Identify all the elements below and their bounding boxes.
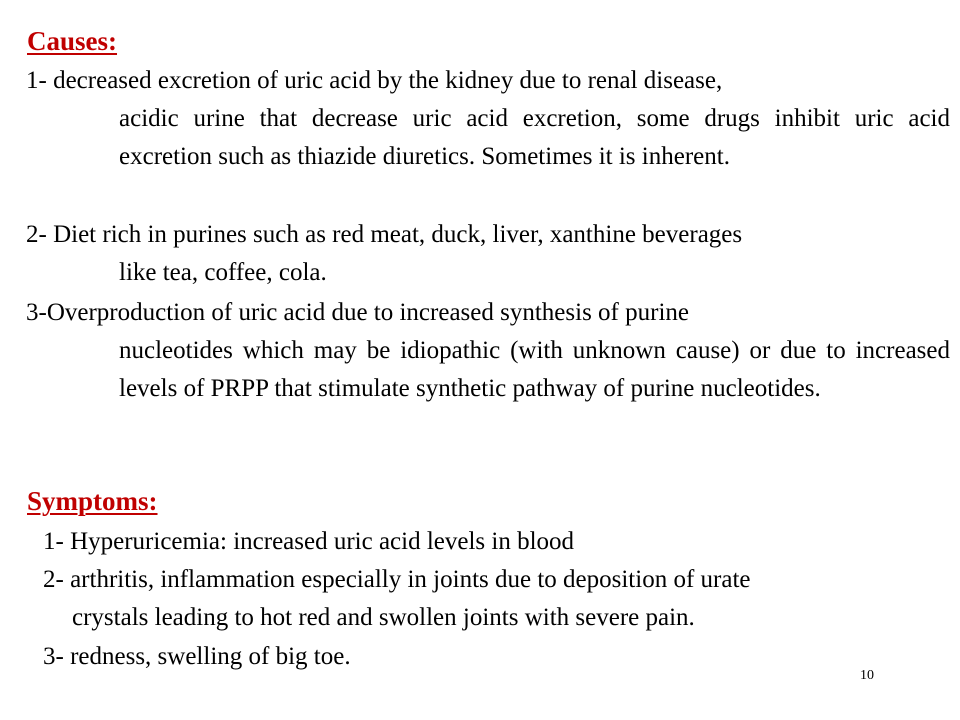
cause-item-3-lead: 3-Overproduction of uric acid due to increased synthesis of purine — [26, 299, 689, 326]
cause-item-1 — [26, 62, 950, 176]
cause-item-1-rest: acidic urine that decrease uric acid excretion, some drugs inhibit uric acid excretion such as thiazide diuretics. Sometimes it is inherent. — [119, 105, 950, 170]
cause-item-1-lead: 1- decreased excretion of uric acid by the kidney due to renal disease, — [26, 67, 723, 94]
cause-item-2-lead: 2- Diet rich in purines such as red meat, duck, liver, xanthine beverages — [26, 221, 743, 248]
symptom-item-2-rest: crystals leading to hot red and swollen joints with severe pain. — [72, 604, 695, 631]
cause-item-2-rest: like tea, coffee, cola. — [119, 259, 327, 286]
page-number: 10 — [860, 668, 874, 683]
symptom-item-3: 3- redness, swelling of big toe. — [43, 643, 351, 670]
cause-item-3-rest: nucleotides which may be idiopathic (with unknown cause) or due to increased levels of PRPP that stimulate synthetic pathway of purine nucleotides. — [119, 337, 950, 402]
symptom-item-1: 1- Hyperuricemia: increased uric acid levels in blood — [43, 528, 575, 555]
cause-item-3 — [26, 294, 950, 408]
causes-heading: Causes: — [27, 26, 118, 56]
symptom-item-2 — [43, 561, 943, 637]
symptom-item-2-lead: 2- arthritis, inflammation especially in joints due to deposition of urate — [43, 566, 751, 593]
symptoms-heading: Symptoms: — [27, 486, 158, 516]
cause-item-2 — [26, 216, 950, 292]
